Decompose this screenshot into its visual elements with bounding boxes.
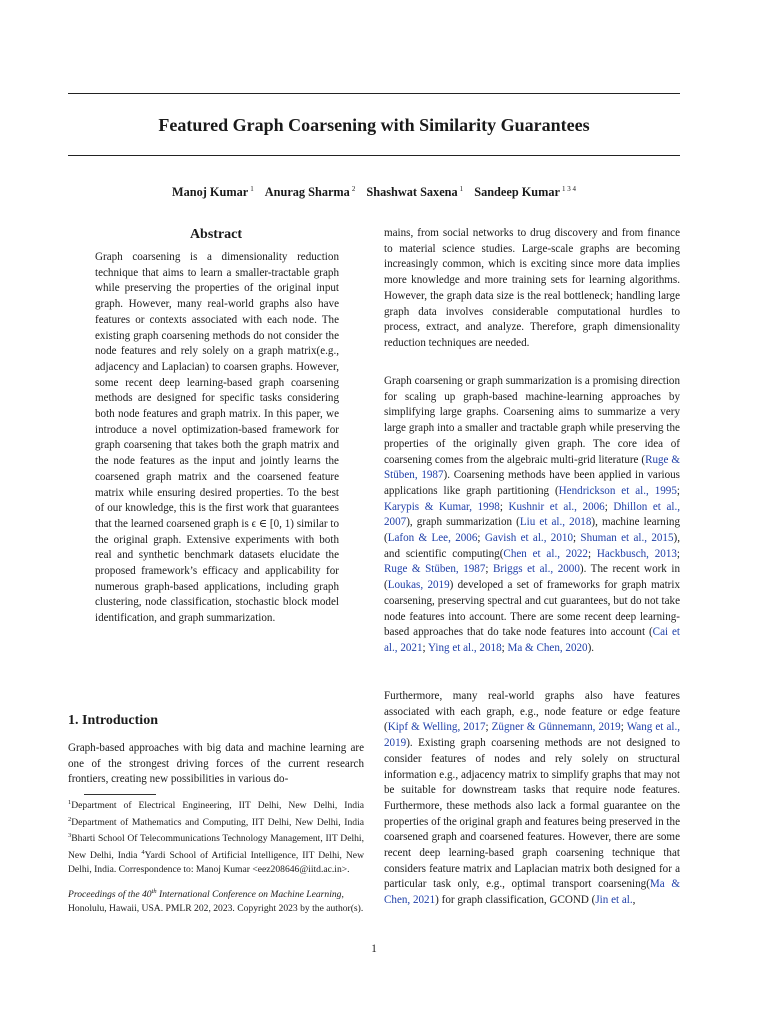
footnote-marker: 2 [68, 815, 72, 823]
citation-link[interactable]: Shuman et al., 2015 [580, 532, 674, 545]
citation-link[interactable]: Hendrickson et al., 1995 [558, 484, 677, 497]
citation-link[interactable]: Chen et al., 2022 [503, 547, 588, 560]
footnote-rule [84, 794, 156, 795]
venue-part: Proceedings of the [68, 889, 142, 900]
citation-link[interactable]: Wang et al., 2019 [384, 721, 681, 750]
paragraph-segment: ; [676, 484, 680, 497]
author-name: Sandeep Kumar [474, 185, 560, 199]
venue-ordinal: th [151, 888, 157, 895]
footnote-marker: 4 [141, 849, 145, 857]
page-number: 1 [371, 943, 377, 955]
coarsening-paragraph [384, 374, 680, 657]
author-name: Anurag Sharma [264, 185, 350, 199]
footnote-affiliation: Yardi School of Artificial Intelligence, IIT Delhi, New Delhi, India. Correspondence to: Manoj Kumar <eez208646@iitd.ac.in>. [68, 850, 364, 875]
paragraph-text [384, 689, 680, 909]
proceedings-text [68, 885, 364, 915]
footnote-affiliation: Department of Mathematics and Computing, IIT Delhi, New Delhi, India [71, 816, 364, 828]
features-paragraph [384, 689, 680, 909]
paragraph-segment: ) for graph classification, GCOND ( [435, 894, 596, 907]
citation-link[interactable]: Gavish et al., 2010 [484, 532, 573, 545]
paragraph-segment: ). Coarsening methods have been applied in various applications like graph partitioning ( [384, 469, 681, 497]
citation-link[interactable]: Kipf & Welling, 2017 [387, 721, 486, 734]
paragraph-segment: ; [620, 721, 627, 734]
paragraph-segment: ), machine learning ( [384, 516, 680, 545]
paragraph-segment: ; [573, 532, 581, 545]
venue-name [68, 889, 341, 900]
paragraph-segment: ; [422, 641, 428, 654]
author [172, 185, 254, 199]
paragraph-segment: Graph coarsening or graph summarization is a promising direction for scaling up graph-based machine-learning approaches by simplifying large graphs. Coarsening aims to summarize a very large graph into a smaller and tractable graph while preserving the properties of the originally given graph. The core idea of coarsening comes from the algebraic multi-grid literature ( [384, 375, 680, 466]
citation-link[interactable]: Ma & Chen, 2021 [384, 878, 680, 907]
footnote-affiliation: Bharti School Of Telecommunications Technology Management, IIT Delhi, New Delhi, India [68, 833, 364, 862]
author-affiliation: 1 [459, 185, 464, 193]
author [366, 185, 463, 199]
citation-link[interactable]: Lafon & Lee, 2006 [387, 532, 478, 545]
paragraph-segment: , [632, 894, 636, 907]
paragraph-segment: ; [485, 563, 493, 576]
citation-link[interactable]: Liu et al., 2018 [519, 516, 592, 529]
venue-part: International Conference on Machine Learning [156, 889, 342, 900]
introduction-paragraph [68, 741, 364, 788]
proceedings-note [68, 885, 364, 915]
affiliation-footnote [68, 796, 364, 877]
author-affiliation: 1 3 4 [561, 185, 576, 193]
paragraph-segment: ), graph summarization ( [406, 516, 520, 529]
paragraph-segment: ). The recent work in ( [384, 563, 681, 592]
paragraph-segment: ; [485, 721, 492, 734]
title-rule-top [68, 93, 680, 94]
footnote-text [68, 796, 364, 877]
paragraph-segment: Furthermore, many real-world graphs also have features associated with each graph, e.g., node feature or edge feature ( [384, 690, 680, 734]
paragraph-segment: ). Existing graph coarsening methods are not designed to consider features of nodes and rely solely on structural information e.g., adjacency matrix to simplify graphs that may not be suitable for downstream tasks that require node features. Furthermore, these methods also lack a formal guarantee on the properties of the original graph and features being preserved in the coarsened graph and coarsened features. However, there are some recent deep learning-based graph coarsening technique that considers feature matrix and Laplacian matrix both designed for a particular task only, e.g., optimal transport coarsening( [384, 737, 680, 891]
venue-edition: 40 [141, 889, 152, 900]
citation-link[interactable]: Ma & Chen, 2020 [507, 641, 588, 654]
author-affiliation: 1 [250, 185, 254, 193]
citation-link[interactable]: Loukas, 2019 [387, 579, 450, 592]
citation-link[interactable]: Ying et al., 2018 [427, 641, 502, 654]
author-affiliation: 2 [351, 185, 356, 193]
paragraph-segment: ) developed a set of frameworks for graph matrix coarsening, preserving spectral and cut guarantees, but do not take node features into account. There are some recent deep learning-based approaches that do take node features into account ( [384, 579, 680, 639]
citation-link[interactable]: Ruge & Stüben, 1987 [384, 563, 486, 576]
paragraph-segment: ), and scientific computing( [384, 532, 680, 560]
citation-link[interactable]: Jin et al. [595, 894, 633, 907]
proceedings-details: , Honolulu, Hawaii, USA. PMLR 202, 2023. Copyright 2023 by the author(s). [68, 889, 364, 914]
title-rule-bottom [68, 155, 680, 156]
author-name: Manoj Kumar [172, 185, 249, 199]
introduction-text: Graph-based approaches with big data and machine learning are one of the strongest driving forces of the current research frontiers, creating new possibilities in various do- [68, 742, 364, 786]
citation-link[interactable]: Cai et al., 2021 [384, 626, 680, 654]
citation-link[interactable]: Hackbusch, 2013 [596, 547, 677, 560]
paragraph-segment: ; [501, 641, 508, 654]
citation-link[interactable]: Briggs et al., 2000 [493, 563, 580, 576]
paragraph-segment: ; [604, 500, 614, 513]
paragraph-segment: ; [587, 547, 597, 560]
author [474, 185, 576, 199]
abstract-body [95, 250, 339, 627]
author-name: Shashwat Saxena [366, 185, 458, 199]
paragraph-segment: ; [676, 547, 681, 560]
citation-link[interactable]: Karypis & Kumar, 1998 [384, 500, 500, 513]
citation-link[interactable]: Dhillon et al., 2007 [384, 500, 681, 529]
paragraph-segment: ). [587, 641, 595, 654]
paragraph-text [384, 374, 680, 657]
citation-link[interactable]: Zügner & Günnemann, 2019 [491, 721, 621, 734]
citation-link[interactable]: Kushnir et al., 2006 [508, 500, 605, 513]
paragraph-text: mains, from social networks to drug discovery and from finance to material science studies. Large-scale graphs are becoming increasingly common, which is exciting since more data implies more knowledge and more training sets for learning algorithms. However, the graph data size is the real bottleneck; handling large graph data involves considerable computational hurdles to process, extract, and analyze. Therefore, graph dimensionality reduction techniques are needed. [384, 227, 680, 349]
paragraph-segment: ; [477, 532, 485, 545]
footnote-marker: 3 [68, 832, 72, 840]
paragraph-segment: ; [499, 500, 509, 513]
author-list [68, 181, 680, 200]
abstract-text: Graph coarsening is a dimensionality reduction technique that aims to learn a smaller-tractable graph while preserving the properties of the original input graph. However, many real-world graphs also have features or contexts associated with each node. The existing graph coarsening methods do not consider the node features and rely solely on a graph matrix(e.g., adjacency and Laplacian) to coarsen graphs. However, some recent deep learning-based graph coarsening methods are designed for specific tasks considering both node features and graph matrix. In this paper, we introduce a novel optimization-based framework for graph coarsening that takes both the graph matrix and the node features as the input and jointly learns the coarsened graph matrix and the coarsened feature matrix while ensuring desired properties. To the best of our knowledge, this is the first work that guarantees that the learned coarsened graph is ϵ ∈ [0, 1) similar to the original graph. Extensive experiments with both real and synthetic benchmark datasets elucidate the proposed framework’s efficacy and applicability for numerous graph-based applications, including graph clustering, node classification, stochastic block model identification, and graph summarization. [95, 251, 339, 625]
introduction-heading: 1. Introduction [68, 713, 158, 728]
footnote-marker: 1 [68, 799, 72, 806]
abstract-heading: Abstract [189, 227, 243, 242]
paper-title: Featured Graph Coarsening with Similarity Guarantees [158, 115, 590, 135]
author [265, 185, 356, 199]
citation-link[interactable]: Ruge & Stüben, 1987 [384, 453, 680, 482]
introduction-paragraph-continued [384, 226, 680, 352]
footnote-affiliation: Department of Electrical Engineering, IIT Delhi, New Delhi, India [71, 800, 364, 811]
